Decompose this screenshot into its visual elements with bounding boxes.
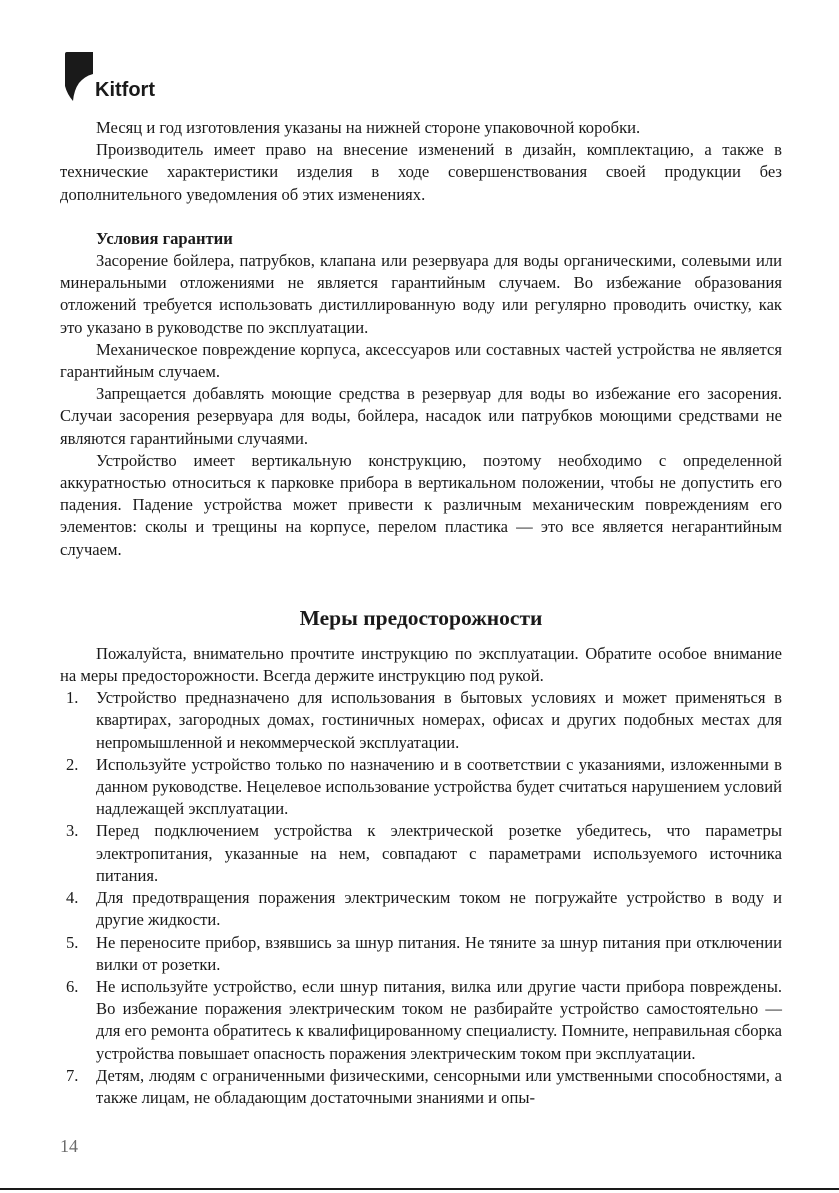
list-item-number: 6. [66,976,79,996]
spacer [60,631,782,643]
list-item-number: 2. [66,754,79,774]
warranty-paragraph: Засорение бойлера, патрубков, клапана или резервуара для воды органическими, солевыми или минеральными отложениями не является гарантийным случаем. Во избежание образования отложений требуется использовать дистиллированную воду или регулярно проводить очистку, как это указано в руководстве по эксплуатации. [60,251,782,337]
spacer [60,206,782,228]
page-content [60,117,782,1109]
list-item-number: 5. [66,932,79,952]
brand-logo [65,52,175,102]
paragraph-manufacturer-rights: Производитель имеет право на внесение изменений в дизайн, комплектацию, а также в технические характеристики изделия в ходе совершенствования своей продукции без дополнительного уведомления об этих изменениях. [60,140,782,204]
list-item [60,887,782,931]
warranty-paragraph: Запрещается добавлять моющие средства в резервуар для воды во избежание его засорения. Случаи засорения резервуара для воды, бойлера, насадок или патрубков моющими средствами не являются гарантийными случаями. [60,384,782,448]
list-item-text: Не переносите прибор, взявшись за шнур питания. Не тяните за шнур питания при отключении вилки от розетки. [96,932,782,974]
warranty-heading: Условия гарантии [96,228,233,248]
list-item [60,820,782,887]
list-item-text: Детям, людям с ограниченными физическими, сенсорными или умственными способностями, а также лицам, не обладающим достаточными знаниями и опы- [96,1065,782,1107]
page-bottom-divider [0,1188,839,1190]
list-item-text: Для предотвращения поражения электрическим током не погружайте устройство в воду и другие жидкости. [96,888,782,930]
list-item [60,976,782,1065]
list-item-number: 3. [66,821,79,841]
warranty-paragraph: Устройство имеет вертикальную конструкцию, поэтому необходимо с определенной аккуратностью относиться к парковке прибора в вертикальном положении, чтобы не допустить его падения. Падение устройства может привести к различным механическим повреждениям его элементов: сколы и трещины на корпусе, перелом пластика — это все является негарантийным случаем. [60,450,782,559]
kitfort-logo-icon [65,52,95,102]
list-item-text: Используйте устройство только по назначению и в соответствии с указаниями, изложенными в данном руководстве. Нецелевое использование устройства будет считаться нарушением условий надлежащей эксплуатации. [96,754,782,819]
list-item [60,754,782,821]
list-item-text: Не используйте устройство, если шнур питания, вилка или другие части прибора повреждены. Во избежание поражения электрическим током не разбирайте устройство самостоятельно — для его ремонта обратитесь к квалифицированному специалисту. Помните, неправильная сборка устройства повышает опасность поражения электрическим током при эксплуатации. [96,976,782,1063]
warranty-paragraph: Механическое повреждение корпуса, аксессуаров или составных частей устройства не является гарантийным случаем. [60,339,782,382]
brand-name: Kitfort [95,79,155,101]
page-number: 14 [60,1136,78,1156]
precautions-title: Меры предосторожности [299,605,543,630]
spacer [60,561,782,605]
list-item-text: Перед подключением устройства к электрической розетке убедитесь, что параметры электропитания, указанные на нем, совпадают с параметрами используемого источника питания. [96,821,782,885]
precautions-intro: Пожалуйста, внимательно прочтите инструкцию по эксплуатации. Обратите особое внимание на меры предосторожности. Всегда держите инструкцию под рукой. [60,643,782,686]
paragraph-manufacture-date: Месяц и год изготовления указаны на нижней стороне упаковочной коробки. [96,118,641,137]
list-item [60,687,782,754]
precautions-list [60,687,782,1109]
list-item-text: Устройство предназначено для использования в бытовых условиях и может применяться в квартирах, загородных домах, гостиничных номерах, офисах и других подобных местах для непромышленной и некоммерческой эксплуатации. [96,688,782,752]
list-item [60,1065,782,1109]
list-item [60,932,782,976]
list-item-number: 7. [66,1065,79,1085]
list-item-number: 4. [66,888,79,908]
list-item-number: 1. [66,688,79,708]
